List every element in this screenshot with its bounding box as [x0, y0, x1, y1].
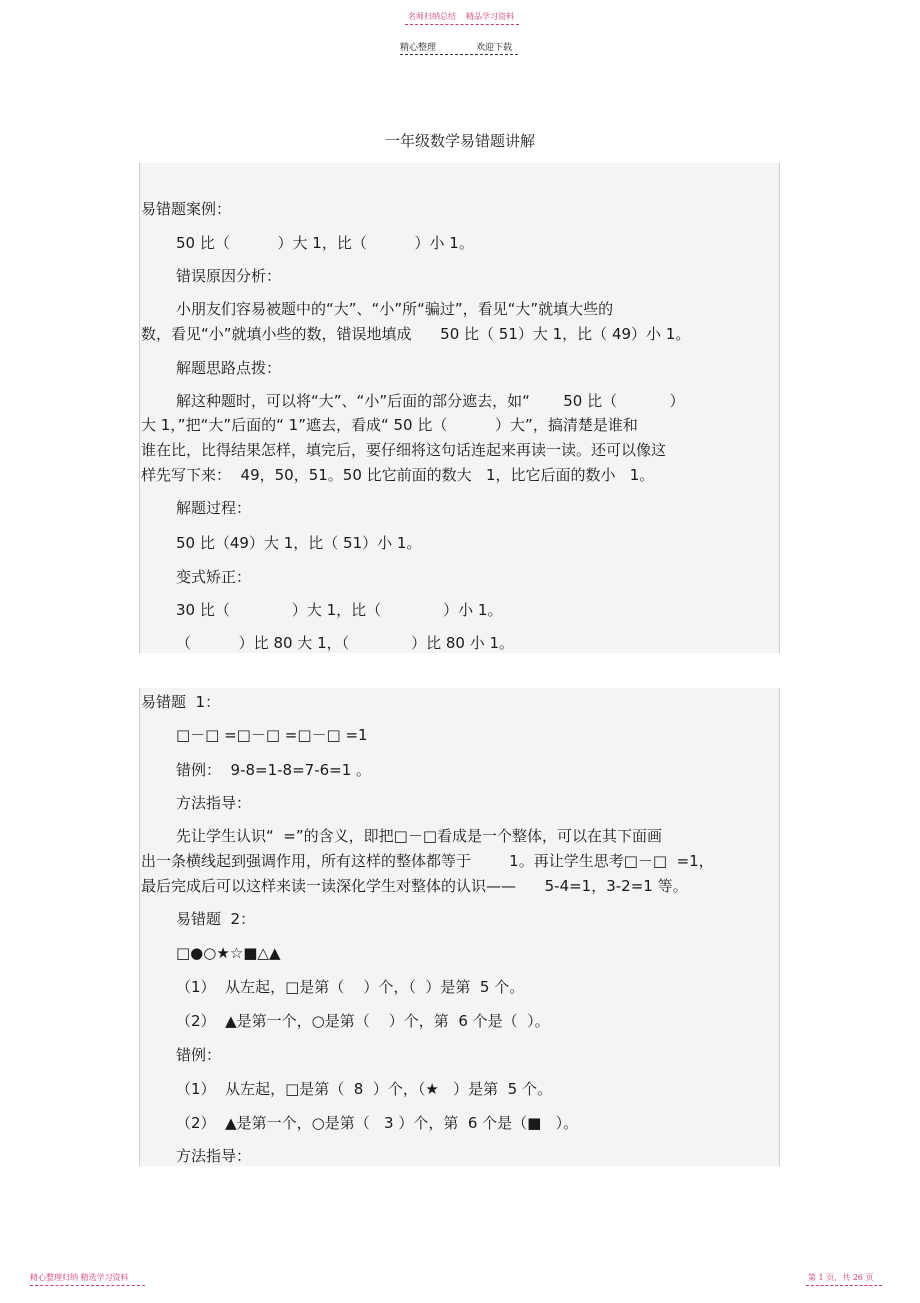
wrong-example: 错例： 9-8=1-8=7-6=1 。: [176, 761, 372, 779]
hint-heading: 解题思路点拨：: [176, 359, 282, 377]
method-line-1: 先让学生认识“ =”的含义，即把□－□看成是一个整体，可以在其下面画: [176, 827, 662, 845]
question2-heading: 易错题 2：: [176, 910, 256, 928]
header-top-left: 名师归纳总结: [408, 12, 456, 21]
page-title: 一年级数学易错题讲解: [384, 132, 535, 150]
method-line-3: 最后完成后可以这样来读一读深化学生对整体的认识—— 5-4=1，3-2=1 等。: [141, 877, 688, 895]
hint-line-1: 解这种题时，可以将“大”、“小”后面的部分遮去，如“ 50 比（ ）: [176, 392, 685, 410]
hint-line-4: 样先写下来： 49，50，51。50 比它前面的数大 1，比它后面的数小 1。: [141, 466, 655, 484]
method-line-2: 出一条横线起到强调作用，所有这样的整体都等于 1。再让学生思考□－□ =1，: [141, 852, 714, 870]
wrong-example-2-heading: 错例：: [176, 1046, 222, 1064]
hint-line-3: 谁在比，比得结果怎样，填完后，要仔细将这句话连起来再读一读。还可以像这: [141, 441, 667, 459]
question2-part-1: （1） 从左起，□是第（ ）个，（ ）是第 5 个。: [176, 978, 525, 996]
question2-part-2: （2） ▲是第一个，○是第（ ）个，第 6 个是（ ）。: [176, 1012, 550, 1030]
variant-line-2: （ ）比 80 大 1，（ ）比 80 小 1。: [176, 634, 515, 652]
error-analysis-heading: 错误原因分析：: [176, 267, 282, 285]
method-heading: 方法指导：: [176, 794, 252, 812]
process-answer: 50 比（49）大 1，比（ 51）小 1。: [176, 534, 422, 552]
header-sub-left: 精心整理: [400, 43, 437, 53]
header-top-rule: [405, 24, 519, 25]
wrong-example-2-part-2: （2） ▲是第一个，○是第（ 3 ）个，第 6 个是（■ ）。: [176, 1114, 579, 1132]
variant-heading: 变式矫正：: [176, 568, 252, 586]
error-analysis-line-2: 数，看见“小”就填小些的数，错误地填成 50 比（ 51）大 1，比（ 49）小 1。: [141, 325, 691, 343]
hint-line-2: 大 1，”把“大”后面的“ 1”遮去，看成“ 50 比（ ）大”，搞清楚是谁和: [141, 416, 638, 434]
section1-question: 50 比（ ）大 1，比（ ）小 1。: [176, 234, 474, 252]
method2-heading: 方法指导：: [176, 1147, 252, 1165]
header-sub-rule: [400, 54, 518, 55]
section2-heading: 易错题 1：: [141, 693, 221, 711]
wrong-example-2-part-1: （1） 从左起，□是第（ 8 ）个，（★ ）是第 5 个。: [176, 1080, 552, 1098]
footer-page-number: 第 1 页，共 26 页: [808, 1273, 874, 1282]
symbol-sequence: □●○★☆■△▲: [176, 944, 281, 962]
section1-heading: 易错题案例：: [141, 200, 232, 218]
header-top-right: 精品学习资料: [466, 12, 514, 21]
error-analysis-line-1: 小朋友们容易被题中的“大”、“小”所“骗过”，看见“大”就填大些的: [176, 300, 614, 318]
section2-question: □－□ =□－□ =□－□ =1: [176, 726, 368, 744]
variant-line-1: 30 比（ ）大 1，比（ ）小 1。: [176, 601, 503, 619]
footer-left: 精心整理归纳 精选学习资料: [30, 1273, 129, 1282]
header-sub-right: 欢迎下载: [476, 43, 513, 53]
footer-right-rule: [806, 1285, 882, 1286]
process-heading: 解题过程：: [176, 499, 252, 517]
footer-left-rule: [30, 1285, 145, 1286]
